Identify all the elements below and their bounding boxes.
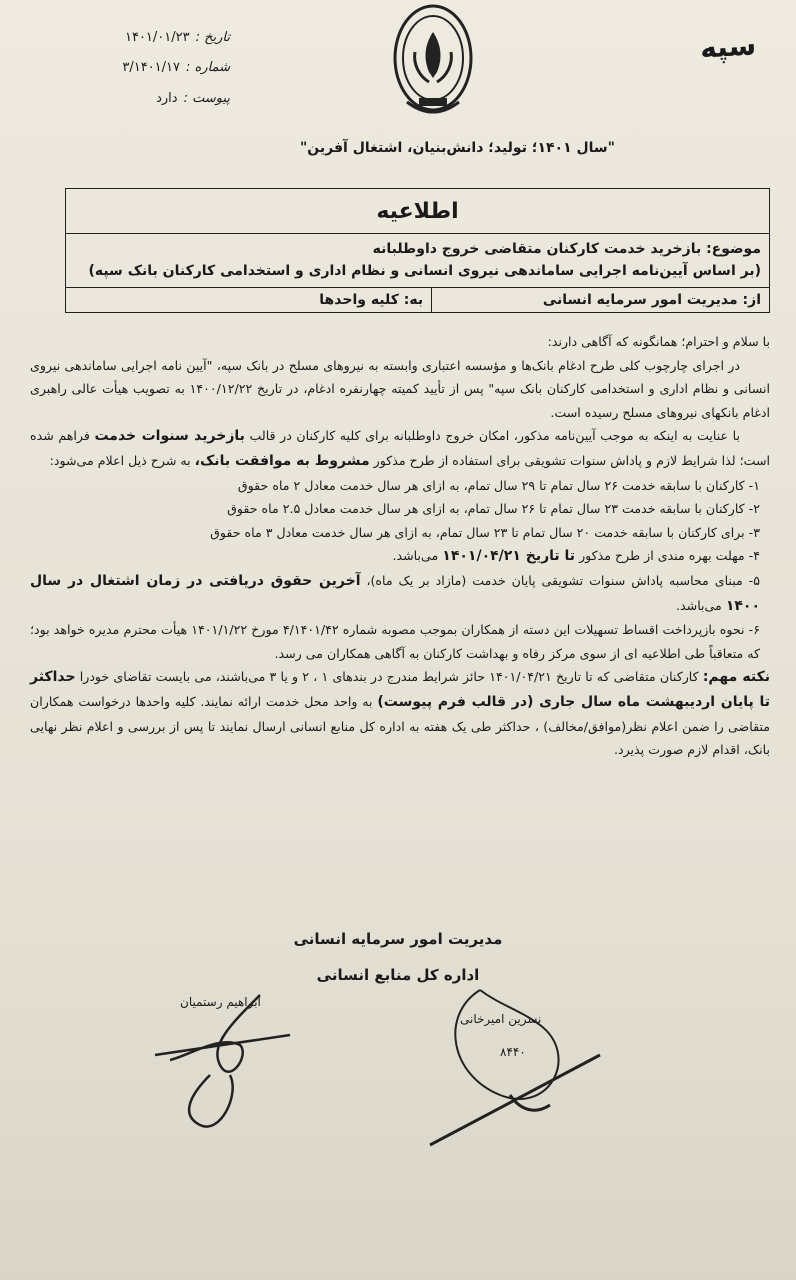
signature-office: اداره کل منابع انسانی xyxy=(316,966,480,984)
signer-2-code: ۸۴۴۰ xyxy=(500,1045,526,1059)
paragraph-1: در اجرای چارچوب کلی طرح ادغام بانک‌ها و مؤسسه اعتباری وابسته به نیروهای مسلح در بانک سپه، "آیین نامه اجرایی ساماندهی نیروی انسانی و نظام اداری و استخدامی کارکنان بانک سپه" پس از تأیید کمیته چهارنفره ادغام، در تاریخ ۱۴۰۰/۱۲/۲۲ به تصویب هیأت عالی راهبری ادغام بانکهای نیروهای مسلح رسیده است. xyxy=(30,357,770,420)
date-label: تاریخ : xyxy=(195,30,230,45)
list-item: ۲- کارکنان با سابقه خدمت ۲۳ سال تمام تا ۲۶ سال تمام، به ازای هر سال خدمت معادل ۲.۵ ماه حقوق xyxy=(227,501,760,517)
signer-1-name: ابراهیم رستمیان xyxy=(180,995,261,1009)
list-item: ۶- نحوه بازپرداخت اقساط تسهیلات این دسته از همکاران بموجب مصوبه شماره ۴/۱۴۰۱/۴۲ مورخ ۱۴۰۱/۱/۲۲ هیأت محترم مدیره خواهد بود؛ که متعاقباً طی اطلاعیه ای از سوی مرکز رفاه و بهداشت کارکنان به آگاهی همکاران می رسد. xyxy=(30,622,760,661)
bank-sepah-emblem-icon xyxy=(385,2,481,130)
conditions-list xyxy=(30,474,770,666)
year-slogan: "سال ۱۴۰۱؛ تولید؛ دانش‌بنیان، اشتغال آفرین" xyxy=(300,140,615,156)
notice-to: به: کلیه واحدها xyxy=(66,287,432,312)
bank-brand: سپه xyxy=(698,28,758,65)
notice-basis: (بر اساس آیین‌نامه اجرایی ساماندهی نیروی انسانی و نظام اداری و استخدامی کارکنان بانک سپه) xyxy=(88,263,761,280)
greeting: با سلام و احترام؛ همانگونه که آگاهی دارند: xyxy=(547,334,770,349)
list-item: ۴- مهلت بهره مندی از طرح مذکور تا تاریخ ۱۴۰۱/۰۴/۲۱ می‌باشد. xyxy=(392,548,760,565)
attachment-label: پیوست : xyxy=(183,90,230,106)
important-note: نکته مهم: کارکنان متقاضی که تا تاریخ ۱۴۰۱/۰۴/۲۱ حائز شرایط مندرج در بندهای ۱ ، ۲ و یا ۳ می‌باشند، می بایست تقاضای خودرا حداکثر تا پایان اردیبهشت ماه سال جاری (در قالب فرم پیوست) به واحد محل خدمت ارائه نمایند. کلیه واحدها درخواست همکاران متقاضی را ضمن اعلام نظر(موافق/مخالف) ، حداکثر طی یک هفته به اداره کل منابع انسانی ارسال نمایند تا پس از بررسی و اعلام نظر نهایی بانک، اقدام لازم صورت پذیرد. xyxy=(30,669,770,758)
notice-from: از: مدیریت امور سرمایه انسانی xyxy=(432,287,770,312)
attachment-value: دارد xyxy=(156,90,178,106)
signature-dept: مدیریت امور سرمایه انسانی xyxy=(293,930,503,948)
list-item: ۵- مبنای محاسبه پاداش سنوات تشویقی پایان خدمت (مازاد بر یک ماه)، آخرین حقوق دریافتی در زمان اشتغال در سال ۱۴۰۰ می‌باشد. xyxy=(30,572,760,614)
list-item: ۱- کارکنان با سابقه خدمت ۲۶ سال تمام تا ۲۹ سال تمام، به ازای هر سال خدمت معادل ۲ ماه حقوق xyxy=(237,477,760,493)
list-item: ۳- برای کارکنان با سابقه خدمت ۲۰ سال تمام تا ۲۳ سال تمام، به ازای هر سال خدمت معادل ۳ ماه حقوق xyxy=(210,524,760,540)
handwritten-signature-1-icon xyxy=(150,985,300,1135)
paragraph-2: با عنایت به اینکه به موجب آیین‌نامه مذکور، امکان خروج داوطلبانه برای کلیه کارکنان در قالب بازخرید سنوات خدمت فراهم شده است؛ لذا شرایط لازم و پاداش سنوات تشویقی برای استفاده از طرح مذکور مشروط به موافقت بانک، به شرح ذیل اعلام می‌شود: xyxy=(30,428,770,469)
notice-header-table xyxy=(65,188,770,313)
notice-title: اطلاعیه xyxy=(66,189,770,234)
signer-2-name: نسرین امیرخانی xyxy=(460,1012,542,1026)
notice-subject: موضوع: بازخرید خدمت کارکنان متقاضی خروج داوطلبانه xyxy=(372,241,761,257)
letter-body xyxy=(30,330,770,762)
letter-meta xyxy=(80,30,230,121)
date-value: ۱۴۰۱/۰۱/۲۳ xyxy=(124,30,190,45)
notice-subject-cell xyxy=(66,234,770,288)
handwritten-signature-2-icon xyxy=(420,985,620,1165)
number-label: شماره : xyxy=(186,60,230,76)
number-value: ۳/۱۴۰۱/۱۷ xyxy=(122,60,181,76)
